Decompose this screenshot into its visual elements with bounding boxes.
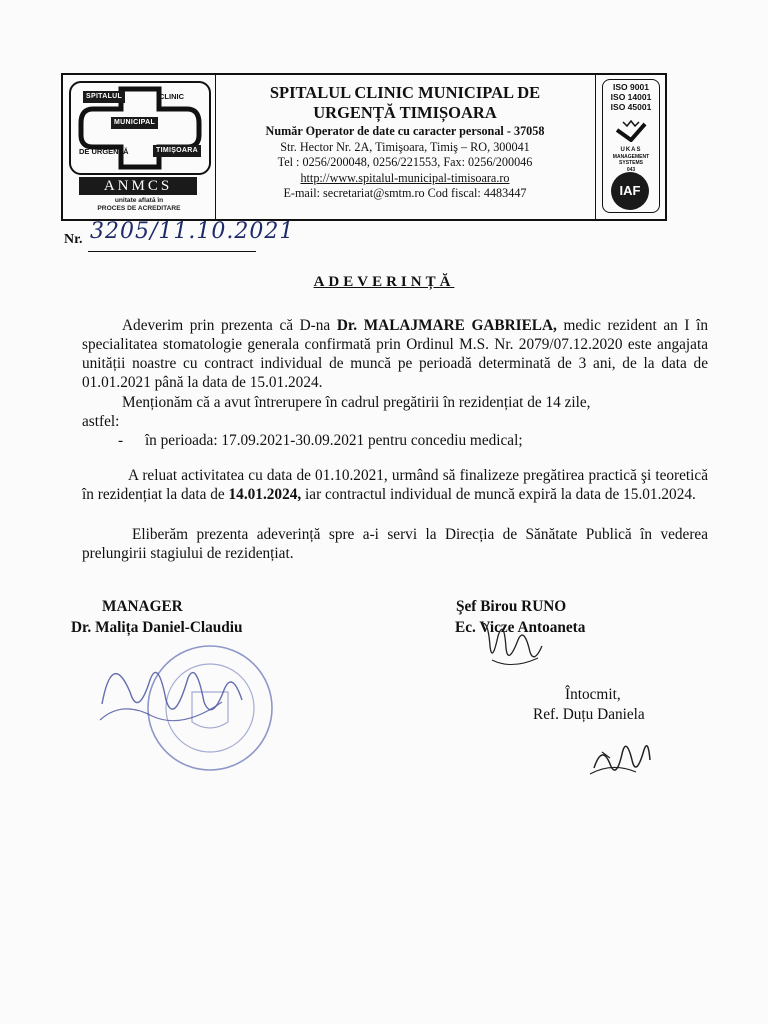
bullet-dash: - <box>118 432 124 449</box>
drafted-title: Întocmit, <box>565 686 621 703</box>
iso-list <box>603 82 659 112</box>
paragraph-2-astfel: astfel: <box>82 413 120 430</box>
employee-name: Dr. MALAJMARE GABRIELA, <box>336 317 557 334</box>
phone: Tel : 0256/200048, 0256/221553, Fax: 0256/200046 <box>277 155 533 169</box>
drafted-signature-icon <box>588 730 658 786</box>
iaf-logo: IAF <box>611 172 649 210</box>
paragraph-1 <box>82 316 708 392</box>
drafted-name: Ref. Duțu Daniela <box>533 706 645 723</box>
logo-text-municipal: MUNICIPAL <box>111 117 158 129</box>
completion-date: 14.01.2024, <box>228 485 302 503</box>
registration-underline <box>88 251 256 252</box>
paragraph-1-intro: Adeverim prin prezenta că D-na <box>122 317 337 334</box>
hospital-name-line-1: SPITALUL CLINIC MUNICIPAL DE <box>269 83 541 102</box>
bullet-text: în perioada: 17.09.2021-30.09.2021 pentru concediu medical; <box>144 432 523 449</box>
manager-title: MANAGER <box>102 598 183 615</box>
anmcs-logo: ANMCS <box>79 177 197 195</box>
operator-number: Număr Operator de date cu caracter personal - 37058 <box>265 124 545 138</box>
anmcs-subtitle <box>71 197 207 213</box>
crown-check-icon <box>611 120 651 142</box>
logo-text-spitalul: SPITALUL <box>83 91 125 103</box>
email-fiscal: E-mail: secretariat@smtm.ro Cod fiscal: 4483447 <box>283 186 527 200</box>
paragraph-3-rest: iar contractul individual de muncă expiră la data de 15.01.2024. <box>301 485 696 503</box>
iso-line-3: ISO 45001 <box>610 102 652 112</box>
logo-text-clinic: CLINIC <box>159 92 184 101</box>
certifications-badge <box>602 79 660 213</box>
certifications-cell <box>595 75 666 219</box>
registration-number-handwritten: 3205/11.10.2021 <box>90 219 295 244</box>
paragraph-2-cont <box>82 412 708 431</box>
ukas-text: UKAS <box>620 147 642 153</box>
letterhead <box>61 73 667 221</box>
ukas-systems: SYSTEMS <box>619 160 643 166</box>
paragraph-4: Eliberăm prezenta adeverință spre a-i servi la Direcția de Sănătate Publică în vederea prelungirii stagiului de rezidențiat. <box>82 526 708 562</box>
document-title: ADEVERINȚĂ <box>313 274 455 290</box>
anmcs-subtitle-line-2: PROCES DE ACREDITARE <box>97 205 181 212</box>
hospital-stamp-icon <box>92 630 292 780</box>
address: Str. Hector Nr. 2A, Timişoara, Timiş – RO, 300041 <box>280 139 530 154</box>
leave-bullet <box>118 431 678 450</box>
logo-text-timisoara: TIMIȘOARA <box>153 145 201 157</box>
paragraph-1-rest: medic rezident an I în specialitatea stomatologie generala confirmată prin Ordinul M.S. Nr. 2079/07.12.2020 este angajata unității noastre cu contract individual de muncă pe perioadă determinată de 3 ani, de la data de 01.01.2021 până la data de 15.01.2024. <box>82 317 709 391</box>
paragraph-2-text: Menționăm că a avut întrerupere în cadrul pregătirii în rezidențiat de 14 zile, <box>122 394 591 411</box>
ukas-management: MANAGEMENT <box>612 153 650 160</box>
paragraph-3-intro: A reluat activitatea cu data de 01.10.2021, urmând să finalizeze pregătirea practică şi teoretică în rezidențiat la data de <box>82 467 708 503</box>
hospital-name-line-2: URGENȚĂ TIMIȘOARA <box>313 103 497 122</box>
ukas-number: 043 <box>626 166 636 173</box>
iso-line-1: ISO 9001 <box>613 82 649 92</box>
iso-line-2: ISO 14001 <box>610 92 652 102</box>
manager-name: Dr. Malița Daniel-Claudiu <box>71 619 243 636</box>
paragraph-3 <box>82 467 708 504</box>
chief-name: Ec. Vicze Antoaneta <box>455 619 586 636</box>
website-link[interactable]: http://www.spitalul-municipal-timisoara.ro <box>300 170 510 185</box>
chief-title: Şef Birou RUNO <box>456 598 567 615</box>
chief-signature-icon <box>478 616 558 672</box>
hospital-name <box>215 83 595 123</box>
registration-label: Nr. <box>64 232 83 247</box>
paragraph-2 <box>82 393 708 412</box>
hospital-logo-cell <box>63 75 216 219</box>
hospital-logo <box>69 81 211 175</box>
anmcs-subtitle-line-1: unitate aflată în <box>114 197 164 204</box>
hospital-info <box>215 75 595 219</box>
ukas-logo <box>611 120 651 173</box>
logo-text-de-urgenta: DE URGENȚĂ <box>79 147 129 156</box>
